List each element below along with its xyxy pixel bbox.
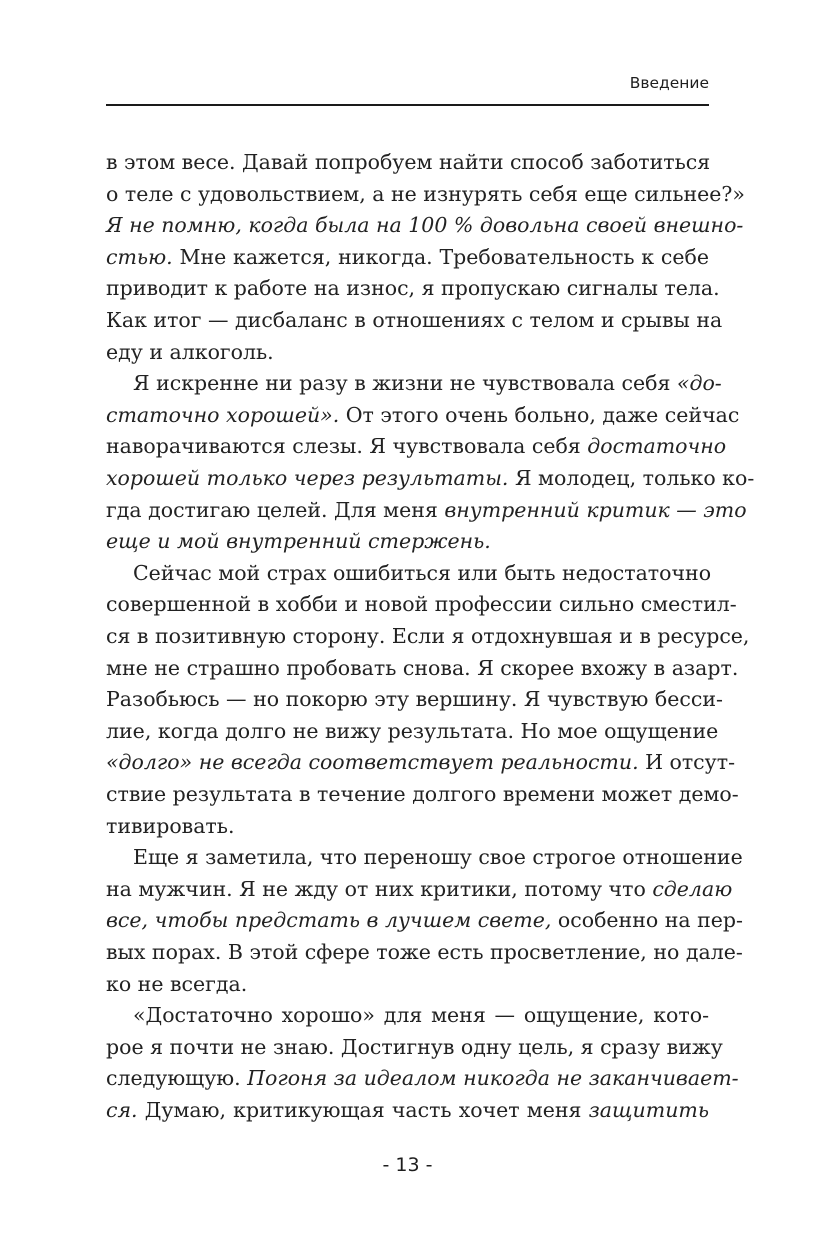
text-segment: еду и алкоголь.	[106, 339, 274, 364]
italic-segment: хорошей только через результаты.	[106, 466, 509, 490]
text-segment: на мужчин. Я не жду от них критики, потому что	[106, 876, 653, 901]
text-line	[133, 367, 722, 399]
text-line	[133, 999, 709, 1031]
text-line	[106, 746, 735, 778]
text-segment: гда достигаю целей. Для меня	[106, 497, 445, 522]
text-segment: рое я почти не знаю. Достигнув одну цель, я сразу вижу	[106, 1034, 723, 1059]
text-line	[106, 272, 720, 304]
text-segment: о теле с удовольствием, а не изнурять себя еще сильнее?»	[106, 181, 745, 206]
text-line	[133, 841, 743, 873]
text-segment: Сейчас мой страх ошибиться или быть недостаточно	[133, 560, 712, 585]
text-line	[106, 588, 737, 620]
text-segment: ко не всегда.	[106, 971, 248, 996]
italic-segment: внутренний критик — это	[444, 497, 747, 522]
text-segment: в этом весе. Давай попробуем найти способ заботиться	[106, 150, 711, 174]
text-segment: И отсут-	[638, 750, 735, 775]
italic-segment: защитить	[588, 1098, 709, 1122]
text-line	[106, 178, 745, 210]
italic-segment: Я не помню, когда была на 100 % довольна своей внешно-	[106, 213, 744, 238]
italic-segment: достаточно	[587, 434, 727, 459]
italic-segment: «долго» не всегда соответствует реальности.	[106, 750, 639, 775]
text-line	[106, 525, 491, 557]
text-segment: Разобьюсь — но покорю эту вершину. Я чувствую бесси-	[106, 687, 723, 712]
text-line	[106, 778, 739, 810]
text-line	[106, 1062, 739, 1094]
running-header: Введение	[629, 74, 709, 92]
text-line	[106, 146, 709, 178]
text-line	[133, 557, 712, 589]
text-line	[106, 241, 709, 273]
text-line	[106, 620, 750, 652]
text-segment: ствие результата в течение долгого времени может демо-	[106, 782, 739, 806]
text-segment: наворачиваются слезы. Я чувствовала себя	[106, 434, 588, 459]
text-line	[106, 209, 744, 241]
text-segment: совершенной в хобби и новой профессии сильно сместил-	[106, 592, 737, 617]
text-line	[106, 304, 723, 336]
text-segment: Как итог — дисбаланс в отношениях с телом и срывы на	[106, 308, 723, 332]
text-segment: лие, когда долго не вижу результата. Но мое ощущение	[106, 718, 719, 743]
text-line	[106, 683, 723, 715]
text-line	[106, 430, 727, 462]
text-segment: мне не страшно пробовать снова. Я скорее вхожу в азарт.	[106, 655, 739, 680]
text-line	[106, 873, 733, 905]
text-segment: Мне кажется, никогда. Требовательность к себе	[172, 244, 709, 269]
text-segment: Я искренне ни разу в жизни не чувствовала себя	[133, 371, 677, 396]
text-line	[106, 1094, 709, 1126]
text-segment: приводит к работе на износ, я пропускаю сигналы тела.	[106, 276, 720, 301]
text-line	[106, 494, 747, 526]
italic-segment: ся.	[106, 1098, 138, 1122]
text-line	[106, 336, 274, 368]
text-line	[106, 904, 743, 936]
text-line	[106, 936, 743, 968]
text-segment: Еще я заметила, что переношу свое строгое отношение	[133, 845, 743, 870]
text-line	[106, 968, 247, 1000]
italic-segment: стью.	[106, 244, 173, 269]
text-segment: Думаю, критикующая часть хочет меня	[137, 1098, 589, 1122]
text-segment: особенно на пер-	[551, 908, 743, 933]
italic-segment: «до-	[676, 371, 722, 396]
text-segment: От этого очень больно, даже сейчас	[339, 402, 740, 427]
text-segment: тивировать.	[106, 813, 235, 838]
italic-segment: Погоня за идеалом никогда не заканчивает-	[247, 1066, 739, 1091]
text-line	[106, 715, 719, 747]
italic-segment: все, чтобы предстать в лучшем свете,	[106, 908, 552, 933]
text-line	[106, 1031, 723, 1063]
text-segment: ся в позитивную сторону. Если я отдохнувшая и в ресурсе,	[106, 624, 750, 648]
text-line	[106, 462, 755, 494]
text-segment: вых порах. В этой сфере тоже есть просветление, но дале-	[106, 940, 743, 964]
text-line	[106, 399, 740, 431]
italic-segment: статочно хорошей».	[106, 402, 340, 427]
text-segment: «Достаточно хорошо» для меня — ощущение, кото-	[133, 1003, 709, 1028]
text-line	[106, 810, 234, 842]
page-number: - 13 -	[382, 1154, 433, 1176]
header-rule	[106, 104, 709, 106]
text-segment: следующую.	[106, 1066, 248, 1091]
text-segment: Я молодец, только ко-	[508, 466, 755, 490]
text-line	[106, 652, 739, 684]
italic-segment: сделаю	[652, 876, 733, 901]
italic-segment: еще и мой внутренний стержень.	[106, 529, 491, 554]
